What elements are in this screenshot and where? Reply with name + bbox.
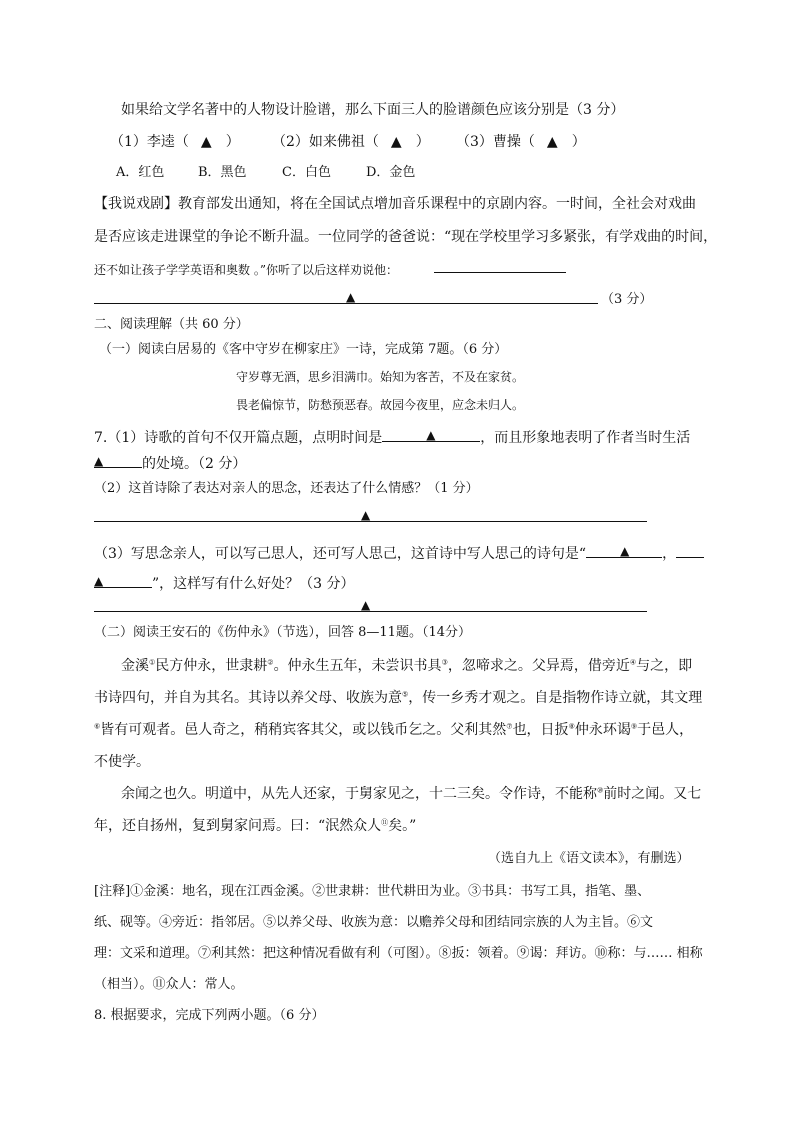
answer-line[interactable] (434, 272, 566, 273)
option-c: C．白色 (282, 165, 331, 180)
text-run: 书诗四句，并自为其名。其诗以养父母、收族为意 (94, 690, 402, 706)
item-close: ） (415, 134, 430, 150)
prose-p1-line-1 (121, 658, 692, 675)
q7-1-line-1 (94, 427, 690, 447)
answer-blank[interactable] (676, 543, 704, 558)
text-run: 与之，即 (636, 658, 693, 674)
text-run: ，忽啼求之。父异焉，借旁近 (447, 658, 630, 674)
option-b: B．黑色 (198, 165, 247, 180)
option-d: D．金色 (366, 165, 416, 180)
answer-blank[interactable] (586, 543, 662, 558)
item-label: （2）如来佛祖（ (272, 134, 379, 150)
note-line-1: [注释]①金溪：地名，现在江西金溪。②世隶耕：世代耕田为业。③书具：书写工具，指笔、墨、 (94, 884, 651, 899)
answer-mark: ▲ (94, 454, 104, 468)
note-marker: ① (149, 658, 156, 667)
text-run: 不使学。 (94, 754, 150, 770)
text-run: 于邑人， (637, 722, 694, 738)
text-run: 也，日扳 (512, 722, 569, 738)
q7-1-text: 的处境。（2 分） (142, 456, 247, 472)
prose-p1-line-2 (94, 690, 702, 707)
note-line-2: 纸、砚等。④旁近：指邻居。⑤以养父母、收族为意：以赡养父母和团结同宗族的人为主旨。⑥文 (94, 915, 654, 930)
note-marker: ⑦ (506, 722, 513, 731)
prose-source: （选自九上《语文读本》，有删选） (488, 851, 690, 866)
opera-line-2: 是否应该走进课堂的争论不断升温。一位同学的爸爸说：“现在学校里学习多紧张，有学戏曲的时间， (94, 229, 718, 245)
prose-p2-line-1 (121, 786, 701, 803)
q7-3-sep: ， (662, 546, 677, 562)
note-marker: ② (267, 658, 274, 667)
note-marker: ⑤ (402, 690, 409, 699)
answer-mark: ▲ (390, 134, 402, 150)
text-run: ，传一乡秀才观之。自是指物作诗立就，其文理 (408, 690, 703, 706)
answer-blank[interactable] (94, 573, 152, 588)
poem-verse-1: 守岁尊无酒，思乡泪满巾。始知为客苦，不及在家贫。 (236, 370, 525, 384)
item-close: ） (225, 134, 240, 150)
note-marker: ⑥ (94, 722, 101, 731)
prose-p2-line-2 (94, 818, 416, 835)
answer-mark: ▲ (546, 134, 558, 150)
note-line-3: 理：文采和道理。⑦利其然：把这种情况看做有利（可图）。⑧扳：领着。⑨谒：拜访。⑩称：与…… 相称 (94, 946, 703, 961)
facial-item-3 (456, 134, 586, 151)
text-run: 仲永环谒 (574, 722, 631, 738)
q7-2: （2）这首诗除了表达对亲人的思念，还表达了什么情感？（1 分） (94, 481, 479, 496)
text-run: 皆有可观者。邑人奇之，稍稍宾客其父，或以钱币乞之。父利其然 (100, 722, 507, 738)
answer-blank[interactable] (94, 453, 142, 468)
section-title: 二、阅读理解（共 60 分） (94, 317, 249, 332)
item-label: （3）曹操（ (456, 134, 535, 150)
q7-3-line-2 (94, 573, 355, 593)
q7-3-text: ”，这样写有什么好处？（3 分） (152, 576, 355, 592)
facial-question: 如果给文学名著中的人物设计脸谱，那么下面三人的脸谱颜色应该分别是（3 分） (121, 102, 625, 118)
item-close: ） (571, 134, 586, 150)
text-run: 矣。” (388, 818, 417, 834)
q7-3-text: （3）写思念亲人，可以写己思人，还可写人思己，这首诗中写人思己的诗句是“ (94, 546, 587, 562)
note-marker: ⑩ (597, 786, 604, 795)
q7-1-text: 7.（1）诗歌的首句不仅开篇点题，点明时间是 (94, 430, 383, 446)
answer-line[interactable] (94, 521, 647, 522)
text-run: 年，还自扬州，复到舅家问焉。曰：“泯然众人 (94, 818, 382, 834)
opera-score: （3 分） (601, 292, 653, 307)
answer-mark: ▲ (361, 508, 371, 522)
q7-3-line-1 (94, 543, 704, 563)
answer-mark: ▲ (200, 134, 212, 150)
item-label: （1）李逵（ (110, 134, 189, 150)
answer-mark: ▲ (620, 544, 630, 558)
facial-item-1 (110, 134, 240, 151)
prose-intro: （二）阅读王安石的《伤仲永》（节选），回答 8—11题。（14分） (94, 625, 471, 640)
answer-blank[interactable] (382, 427, 480, 442)
poem-verse-2: 畏老偏惊节，防愁预恶春。故园今夜里，应念未归人。 (236, 398, 525, 412)
poem-intro: （一）阅读白居易的《客中守岁在柳家庄》一诗，完成第 7题。（6 分） (99, 342, 508, 357)
text-run: 金溪 (121, 658, 149, 674)
prose-p1-line-4 (94, 754, 150, 771)
text-run: 民方仲永，世隶耕 (155, 658, 268, 674)
answer-mark: ▲ (346, 290, 356, 304)
note-line-4: （相当）。⑪众人：常人。 (94, 977, 244, 992)
note-marker: ⑨ (630, 722, 638, 731)
option-a: A．红色 (116, 165, 165, 180)
prose-p1-line-3 (94, 722, 693, 739)
opera-line-3: 还不如让孩子学学英语和奥数 。”你听了以后这样劝说他： (94, 263, 398, 277)
answer-mark: ▲ (361, 598, 371, 612)
facial-item-2 (272, 134, 430, 151)
text-run: 余闻之也久。明道中，从先人还家，于舅家见之，十二三矣。令作诗，不能称 (121, 786, 597, 802)
answer-mark: ▲ (94, 574, 104, 588)
note-marker: ⑧ (568, 722, 575, 731)
q7-1-text: ，而且形象地表明了作者当时生活 (480, 430, 691, 446)
note-marker: ④ (629, 658, 637, 667)
answer-line[interactable] (94, 611, 647, 612)
note-marker: ③ (441, 658, 448, 667)
text-run: 前时之闻。又七 (603, 786, 702, 802)
text-run: 。仲永生五年，未尝识书具 (273, 658, 442, 674)
opera-line-1: 【我说戏剧】教育部发出通知，将在全国试点增加音乐课程中的京剧内容。一时间，全社会对戏曲 (94, 196, 696, 212)
answer-mark: ▲ (426, 428, 436, 442)
q8-text: 8. 根据要求，完成下列两小题。（6 分） (94, 1008, 325, 1023)
q7-1-line-2 (94, 453, 246, 473)
note-marker: ⑪ (381, 818, 389, 827)
